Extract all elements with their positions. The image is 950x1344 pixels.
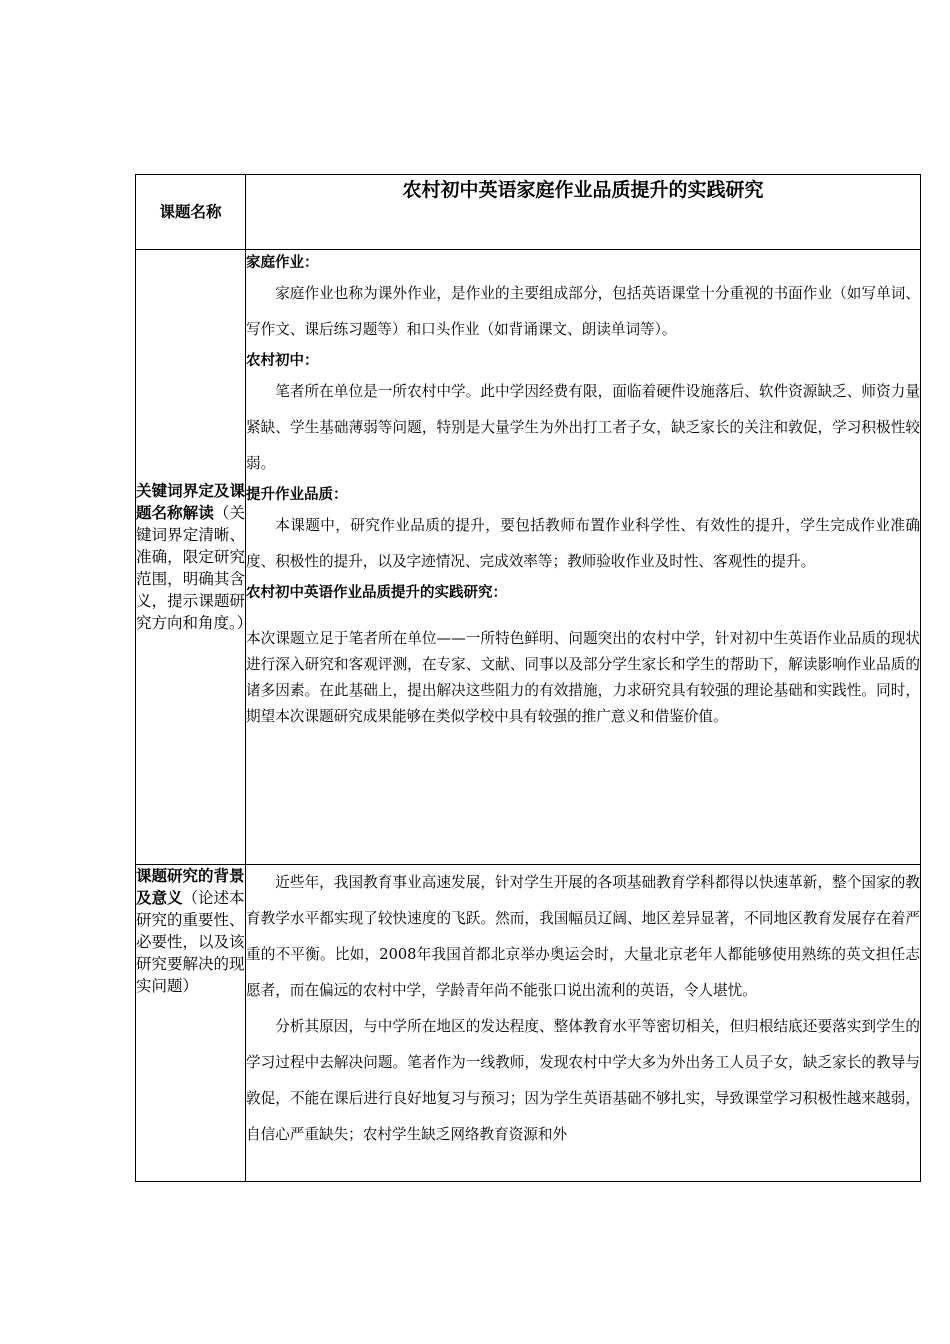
background-label-note: （论述本研究的重要性、必要性，以及该研究要解决的现实问题） <box>136 889 245 995</box>
section-heading: 农村初中： <box>246 353 319 369</box>
keywords-content <box>246 250 921 865</box>
section-text: 本课题中，研究作业品质的提升，要包括教师布置作业科学性、有效性的提升，学生完成作业准确度、积极性的提升，以及字迹情况、完成效率等；教师验收作业及时性、客观性的提升。 <box>246 517 920 570</box>
project-title: 农村初中英语家庭作业品质提升的实践研究 <box>246 175 921 250</box>
section-heading: 农村初中英语作业品质提升的实践研究： <box>246 585 507 601</box>
background-paragraph: 近些年，我国教育事业高速发展，针对学生开展的各项基础教育学科都得以快速革新，整个国家的教育教学水平都实现了较快速度的飞跃。然而，我国幅员辽阔、地区差异显著，不同地区教育发展存在着严重的不平衡。比如，2008年我国首都北京举办奥运会时，大量北京老年人都能够使用熟练的英文担任志愿者，而在偏远的农村中学，学龄青年尚不能张口说出流利的英语，令人堪忧。 <box>246 874 920 999</box>
keywords-label-note: （关键词界定清晰、准确，限定研究范围，明确其含义，提示课题研究方向和角度。） <box>136 504 253 632</box>
background-label <box>136 865 246 1182</box>
background-content <box>246 865 921 1182</box>
research-form-table <box>135 174 921 1182</box>
keywords-row <box>136 250 921 865</box>
section-text: 家庭作业也称为课外作业，是作业的主要组成部分，包括英语课堂十分重视的书面作业（如写单词、写作文、课后练习题等）和口头作业（如背诵课文、朗读单词等）。 <box>246 285 920 338</box>
background-paragraph: 分析其原因，与中学所在地区的发达程度、整体教育水平等密切相关，但归根结底还要落实到学生的学习过程中去解决问题。笔者作为一线教师，发现农村中学大多为外出务工人员子女，缺乏家长的教导与敦促，不能在课后进行良好地复习与预习；因为学生英语基础不够扎实，导致课堂学习积极性越来越弱，自信心严重缺失；农村学生缺乏网络教育资源和外 <box>246 1018 920 1143</box>
background-label-bold: 课题研究的背景及意义 <box>136 867 245 907</box>
title-row <box>136 175 921 250</box>
section-text: 本次课题立足于笔者所在单位——一所特色鲜明、问题突出的农村中学，针对初中生英语作业品质的现状进行深入研究和客观评测，在专家、文献、同事以及部分学生家长和学生的帮助下，解读影响作业品质的诸多因素。在此基础上，提出解决这些阻力的有效措施，力求研究具有较强的理论基础和实践性。同时，期望本次课题研究成果能够在类似学校中具有较强的推广意义和借鉴价值。 <box>246 630 920 725</box>
keywords-label-bold: 关键词界定及课题名称解读 <box>136 482 245 522</box>
section-heading: 提升作业品质： <box>246 487 348 503</box>
background-row <box>136 865 921 1182</box>
section-text: 笔者所在单位是一所农村中学。此中学因经费有限，面临着硬件设施落后、软件资源缺乏、师资力量紧缺、学生基础薄弱等问题，特别是大量学生为外出打工者子女，缺乏家长的关注和敦促，学习积极性较弱。 <box>246 383 920 472</box>
title-label: 课题名称 <box>136 175 246 250</box>
section-heading: 家庭作业： <box>246 255 319 271</box>
keywords-label <box>136 250 253 865</box>
